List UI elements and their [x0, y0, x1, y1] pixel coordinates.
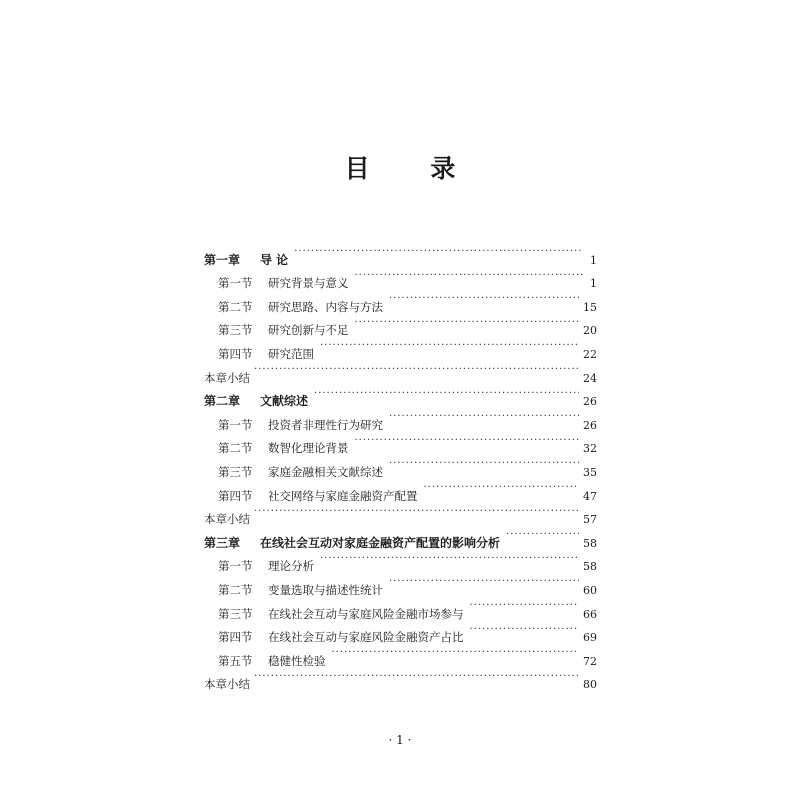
toc-label: 第三节 — [218, 464, 253, 479]
dot-leader — [294, 240, 583, 264]
toc-label: 第一章 — [204, 252, 241, 267]
toc-page-number: 57 — [583, 513, 597, 527]
toc-page-number: 26 — [583, 418, 597, 432]
dot-leader — [424, 476, 580, 500]
toc-label: 第四节 — [218, 488, 253, 503]
dot-leader — [470, 594, 580, 618]
dot-leader — [389, 570, 579, 594]
toc-heading: 导 论 — [260, 252, 289, 267]
toc-page-number: 47 — [583, 489, 597, 503]
toc-chapter-row[interactable] — [204, 240, 597, 267]
toc-label: 第三章 — [204, 535, 241, 550]
dot-leader — [389, 452, 579, 476]
dot-leader — [314, 382, 579, 406]
dot-leader — [355, 429, 580, 453]
toc-label: 第二节 — [218, 582, 253, 597]
dot-leader — [389, 287, 579, 311]
toc-label: 第五节 — [218, 653, 253, 668]
toc-page-number: 35 — [583, 465, 597, 479]
toc-label: 第三节 — [218, 606, 253, 621]
toc-heading: 在线社会互动对家庭金融资产配置的影响分析 — [260, 535, 501, 550]
toc-summary-row[interactable] — [204, 665, 597, 692]
toc-label: 第一节 — [218, 559, 253, 574]
toc-page-number: 72 — [583, 654, 597, 668]
toc-heading: 家庭金融相关文献综述 — [268, 464, 383, 479]
toc-label: 第四节 — [218, 630, 253, 645]
dot-leader — [332, 641, 580, 665]
toc-label: 本章小结 — [204, 677, 250, 692]
toc-heading: 变量选取与描述性统计 — [268, 582, 383, 597]
dot-leader — [320, 334, 579, 358]
dot-leader — [254, 500, 579, 524]
toc-heading: 研究创新与不足 — [268, 323, 349, 338]
toc-page-number: 69 — [583, 631, 597, 645]
toc-page-number: 58 — [583, 560, 597, 574]
toc-label: 第三节 — [218, 323, 253, 338]
toc-heading: 社交网络与家庭金融资产配置 — [268, 488, 418, 503]
toc-page-number: 15 — [583, 300, 597, 314]
toc-page-number: 1 — [590, 253, 597, 267]
toc-heading: 稳健性检验 — [268, 653, 326, 668]
toc-heading: 研究背景与意义 — [268, 276, 349, 291]
toc-page-number: 80 — [583, 678, 597, 692]
toc-heading: 数智化理论背景 — [268, 441, 349, 456]
toc-label: 第一节 — [218, 276, 253, 291]
toc-chapter-row[interactable] — [204, 523, 597, 550]
toc-label: 第二节 — [218, 441, 253, 456]
toc-heading: 投资者非理性行为研究 — [268, 417, 383, 432]
dot-leader — [254, 665, 579, 689]
dot-leader — [389, 405, 579, 429]
toc-summary-row[interactable] — [204, 500, 597, 527]
dot-leader — [320, 547, 579, 571]
toc-page-number: 32 — [583, 442, 597, 456]
dot-leader — [355, 311, 580, 335]
dot-leader — [506, 523, 579, 547]
page-number-footer: · 1 · — [388, 733, 412, 747]
toc-page-number: 20 — [583, 324, 597, 338]
dot-leader — [355, 264, 584, 288]
toc-heading: 文献综述 — [260, 394, 309, 409]
toc-heading: 研究范围 — [268, 346, 314, 361]
toc-page-number: 24 — [583, 371, 597, 385]
toc-label: 第二节 — [218, 299, 253, 314]
page-title: 目 录 — [344, 154, 482, 183]
toc-chapter-row[interactable] — [204, 382, 597, 409]
table-of-contents — [204, 240, 597, 692]
toc-heading: 在线社会互动与家庭风险金融资产占比 — [268, 630, 464, 645]
toc-heading: 理论分析 — [268, 559, 314, 574]
toc-label: 本章小结 — [204, 512, 250, 527]
toc-page-number: 26 — [583, 395, 597, 409]
toc-page-number: 58 — [583, 536, 597, 550]
toc-label: 第二章 — [204, 394, 241, 409]
toc-page-number: 66 — [583, 607, 597, 621]
toc-summary-row[interactable] — [204, 358, 597, 385]
toc-page-number: 1 — [590, 277, 597, 291]
dot-leader — [470, 618, 580, 642]
dot-leader — [254, 358, 579, 382]
toc-heading: 在线社会互动与家庭风险金融市场参与 — [268, 606, 464, 621]
toc-label: 本章小结 — [204, 370, 250, 385]
toc-heading: 研究思路、内容与方法 — [268, 299, 383, 314]
toc-label: 第四节 — [218, 346, 253, 361]
toc-page-number: 60 — [583, 583, 597, 597]
toc-page-number: 22 — [583, 347, 597, 361]
toc-label: 第一节 — [218, 417, 253, 432]
